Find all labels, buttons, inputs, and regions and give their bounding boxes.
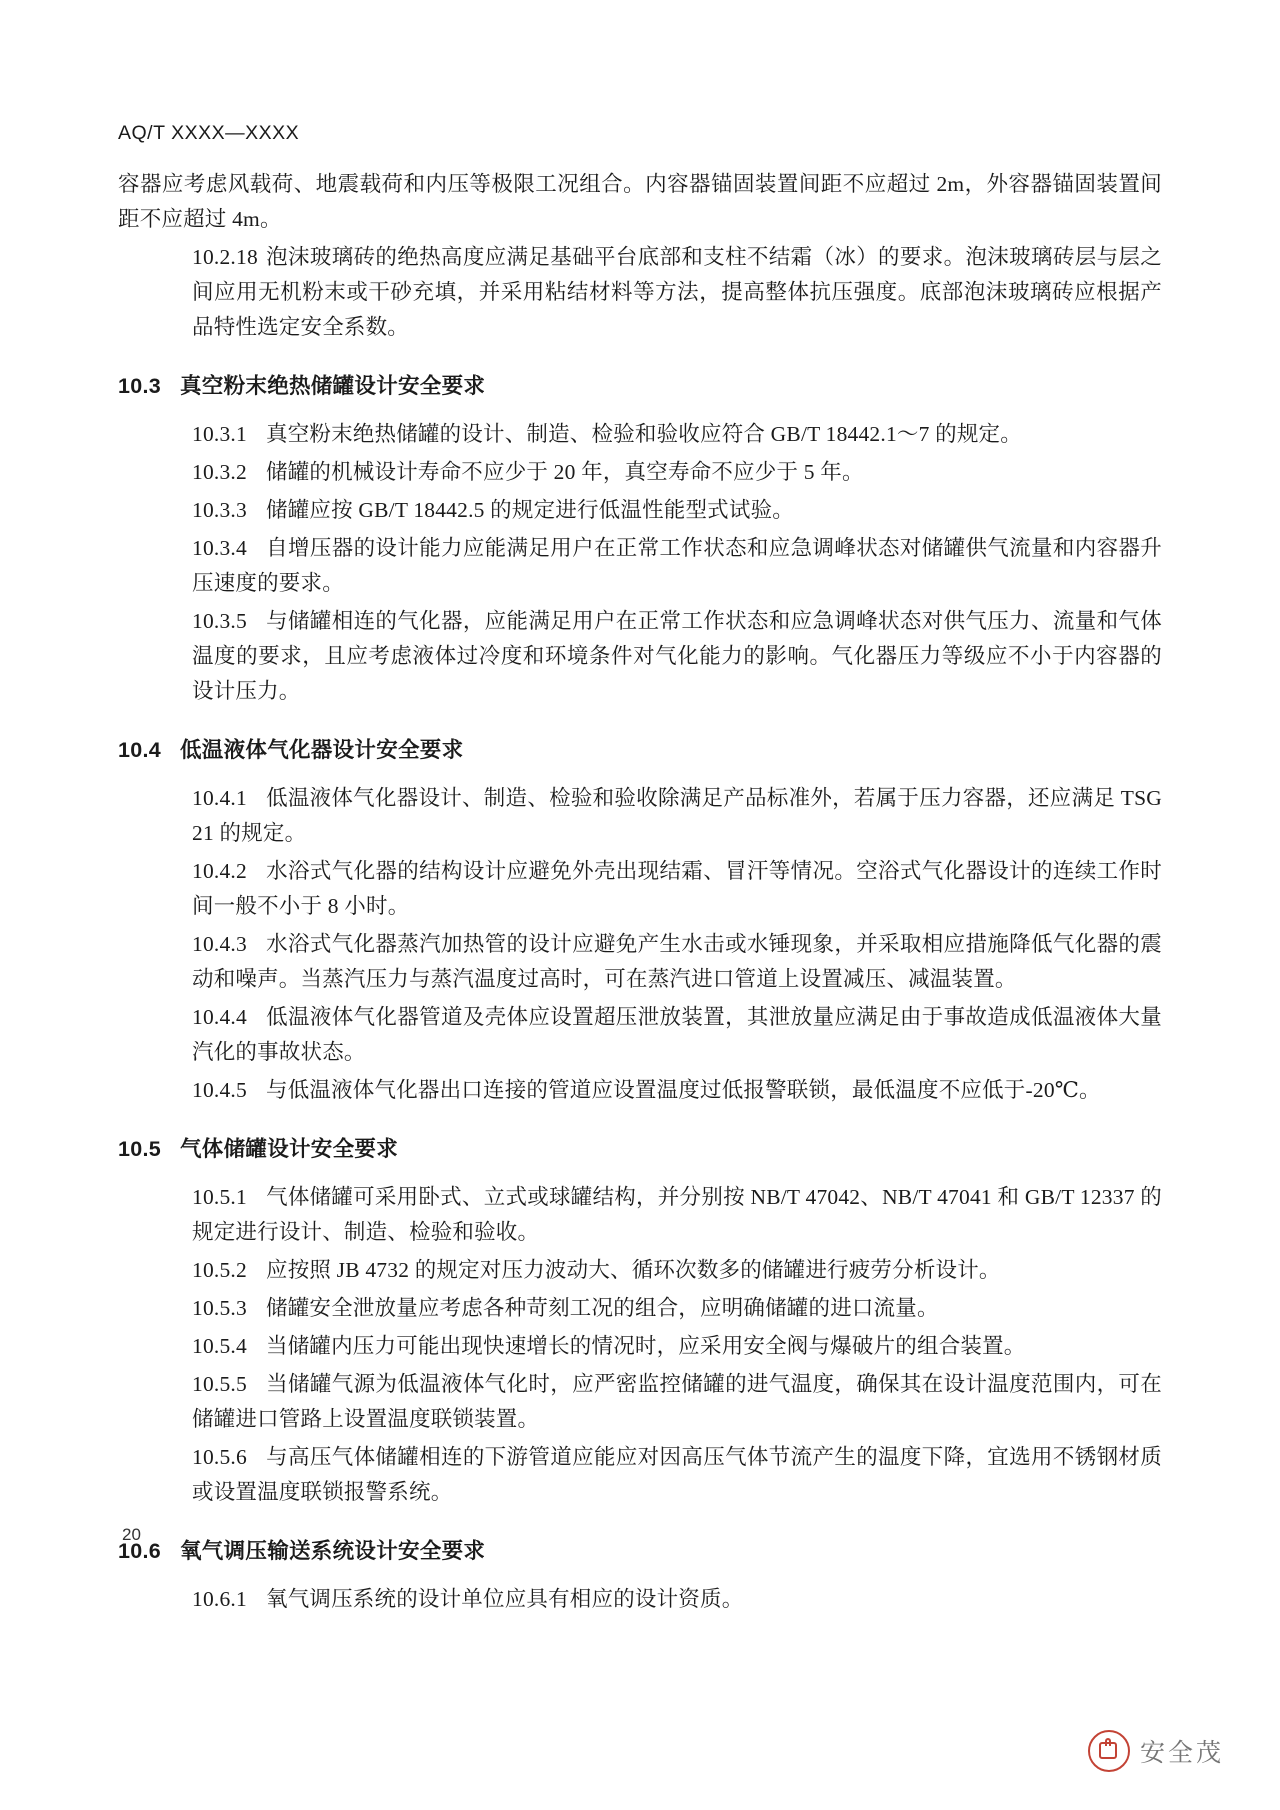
section-number: 10.3 <box>118 374 162 398</box>
clause-10-3-5 <box>118 604 1162 709</box>
clause-text: 与储罐相连的气化器，应能满足用户在正常工作状态和应急调峰状态对供气压力、流量和气体温度的要求，且应考虑液体过冷度和环境条件对气化能力的影响。气化器压力等级应不小于内容器的设计压力。 <box>192 609 1162 703</box>
clause-10-3-4 <box>118 531 1162 601</box>
clause-number: 10.6.1 <box>192 1587 247 1611</box>
section-number: 10.6 <box>118 1539 162 1563</box>
clause-number: 10.3.2 <box>192 460 247 484</box>
watermark <box>1088 1730 1224 1772</box>
clause-number: 10.3.4 <box>192 536 247 560</box>
clause-10-4-4 <box>118 1000 1162 1070</box>
clause-10-5-1 <box>118 1180 1162 1250</box>
clause-number: 10.4.2 <box>192 859 247 883</box>
clause-text: 应按照 JB 4732 的规定对压力波动大、循环次数多的储罐进行疲劳分析设计。 <box>266 1258 1001 1282</box>
clause-number: 10.2.18 <box>192 245 258 269</box>
wechat-account-icon <box>1088 1730 1130 1772</box>
clause-number: 10.3.1 <box>192 422 247 446</box>
clause-text: 真空粉末绝热储罐的设计、制造、检验和验收应符合 GB/T 18442.1～7 的规定。 <box>266 422 1022 446</box>
clause-10-6-1 <box>118 1582 1162 1617</box>
clause-text: 储罐的机械设计寿命不应少于 20 年，真空寿命不应少于 5 年。 <box>266 460 864 484</box>
clause-text: 自增压器的设计能力应能满足用户在正常工作状态和应急调峰状态对储罐供气流量和内容器升压速度的要求。 <box>192 536 1162 595</box>
clause-number: 10.4.5 <box>192 1078 247 1102</box>
clause-10-5-2 <box>118 1253 1162 1288</box>
section-number: 10.4 <box>118 738 162 762</box>
section-title: 低温液体气化器设计安全要求 <box>180 738 464 762</box>
clause-number: 10.4.4 <box>192 1005 247 1029</box>
section-heading-10-5 <box>118 1132 1162 1166</box>
clause-10-4-2 <box>118 854 1162 924</box>
clause-number: 10.4.1 <box>192 786 247 810</box>
section-title: 氧气调压输送系统设计安全要求 <box>180 1539 486 1563</box>
clause-number: 10.4.3 <box>192 932 247 956</box>
watermark-label: 安全茂 <box>1139 1739 1224 1767</box>
clause-text: 气体储罐可采用卧式、立式或球罐结构，并分别按 NB/T 47042、NB/T 47041 和 GB/T 12337 的规定进行设计、制造、检验和验收。 <box>192 1185 1162 1244</box>
clause-text: 与低温液体气化器出口连接的管道应设置温度过低报警联锁，最低温度不应低于-20℃。 <box>266 1078 1101 1102</box>
clause-text: 氧气调压系统的设计单位应具有相应的设计资质。 <box>266 1587 744 1611</box>
clause-text: 泡沫玻璃砖的绝热高度应满足基础平台底部和支柱不结霜（冰）的要求。泡沫玻璃砖层与层之间应用无机粉末或干砂充填，并采用粘结材料等方法，提高整体抗压强度。底部泡沫玻璃砖应根据产品特性选定安全系数。 <box>192 245 1162 339</box>
clause-text: 当储罐内压力可能出现快速增长的情况时，应采用安全阀与爆破片的组合装置。 <box>266 1334 1026 1358</box>
clause-10-4-3 <box>118 927 1162 997</box>
section-heading-10-6 <box>118 1534 1162 1568</box>
clause-number: 10.5.4 <box>192 1334 247 1358</box>
clause-number: 10.5.2 <box>192 1258 247 1282</box>
section-title: 气体储罐设计安全要求 <box>180 1137 399 1161</box>
clause-text: 低温液体气化器设计、制造、检验和验收除满足产品标准外，若属于压力容器，还应满足 TSG 21 的规定。 <box>192 786 1162 845</box>
page-number: 20 <box>122 1525 141 1544</box>
clause-10-5-3 <box>118 1291 1162 1326</box>
clause-text: 储罐应按 GB/T 18442.5 的规定进行低温性能型式试验。 <box>266 498 794 522</box>
clause-10-5-5 <box>118 1367 1162 1437</box>
section-title: 真空粉末绝热储罐设计安全要求 <box>180 374 486 398</box>
clause-number: 10.5.1 <box>192 1185 247 1209</box>
document-header-code: AQ/T XXXX—XXXX <box>118 122 300 144</box>
clause-number: 10.3.5 <box>192 609 247 633</box>
section-number: 10.5 <box>118 1137 162 1161</box>
clause-10-3-3 <box>118 493 1162 528</box>
clause-number: 10.3.3 <box>192 498 247 522</box>
clause-10-3-1 <box>118 417 1162 452</box>
clause-10-5-4 <box>118 1329 1162 1364</box>
page-content <box>118 122 1162 1620</box>
clause-number: 10.5.6 <box>192 1445 247 1469</box>
clause-number: 10.5.3 <box>192 1296 247 1320</box>
clause-10-4-1 <box>118 781 1162 851</box>
clause-text: 与高压气体储罐相连的下游管道应能应对因高压气体节流产生的温度下降，宜选用不锈钢材质或设置温度联锁报警系统。 <box>192 1445 1162 1504</box>
clause-text: 水浴式气化器的结构设计应避免外壳出现结霜、冒汗等情况。空浴式气化器设计的连续工作时间一般不小于 8 小时。 <box>192 859 1162 918</box>
intro-paragraph: 容器应考虑风载荷、地震载荷和内压等极限工况组合。内容器锚固装置间距不应超过 2m，外容器锚固装置间距不应超过 4m。 <box>118 172 1162 231</box>
clause-text: 当储罐气源为低温液体气化时，应严密监控储罐的进气温度，确保其在设计温度范围内，可在储罐进口管路上设置温度联锁装置。 <box>192 1372 1162 1431</box>
clause-number: 10.5.5 <box>192 1372 247 1396</box>
section-heading-10-4 <box>118 733 1162 767</box>
clause-10-3-2 <box>118 455 1162 490</box>
clause-text: 低温液体气化器管道及壳体应设置超压泄放装置，其泄放量应满足由于事故造成低温液体大量汽化的事故状态。 <box>192 1005 1162 1064</box>
section-heading-10-3 <box>118 369 1162 403</box>
clause-10-2-18 <box>118 240 1162 345</box>
clause-text: 储罐安全泄放量应考虑各种苛刻工况的组合，应明确储罐的进口流量。 <box>266 1296 939 1320</box>
clause-10-5-6 <box>118 1440 1162 1510</box>
clause-text: 水浴式气化器蒸汽加热管的设计应避免产生水击或水锤现象，并采取相应措施降低气化器的震动和噪声。当蒸汽压力与蒸汽温度过高时，可在蒸汽进口管道上设置减压、减温装置。 <box>192 932 1162 991</box>
clause-10-4-5 <box>118 1073 1162 1108</box>
